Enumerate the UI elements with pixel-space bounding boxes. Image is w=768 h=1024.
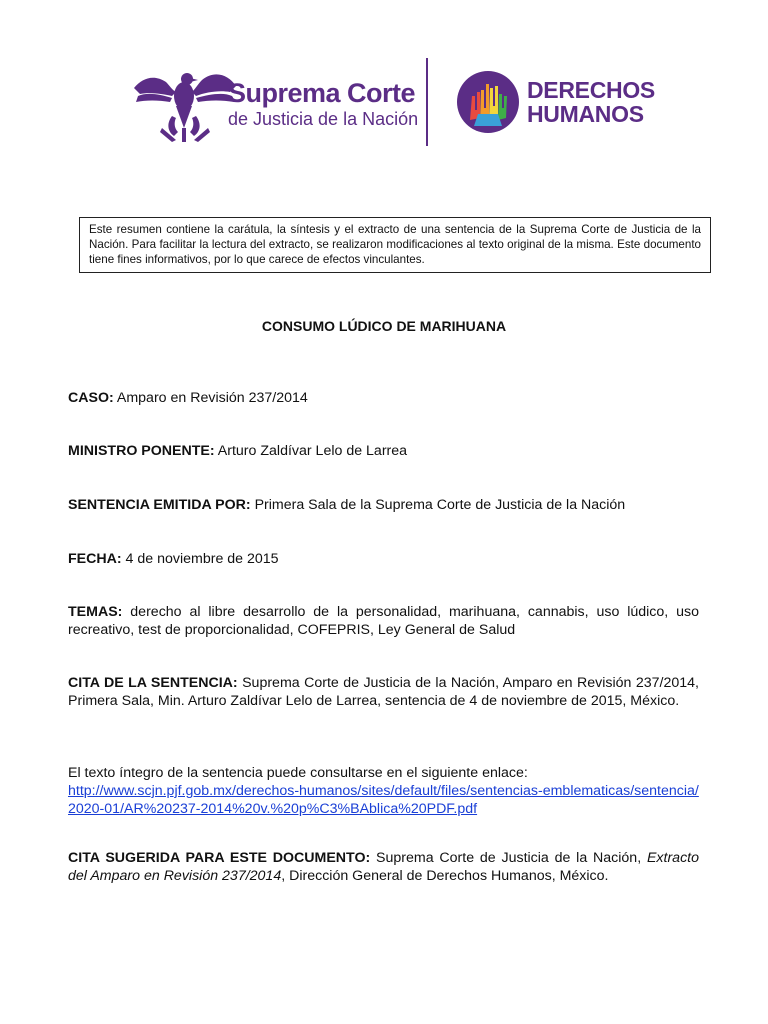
field-temas-value: derecho al libre desarrollo de la personalidad, marihuana, cannabis, uso lúdico, uso recreativo, test de proporcionalidad, COFEPRIS, Ley General de Salud [68, 604, 700, 638]
dh-title-line-1: DERECHOS [527, 77, 655, 103]
field-cita-sugerida [68, 849, 699, 885]
field-temas [68, 603, 699, 639]
field-caso [68, 389, 699, 407]
document-title: CONSUMO LÚDICO DE MARIHUANA [261, 318, 507, 334]
sentencia-pdf-link[interactable]: http://www.scjn.pjf.gob.mx/derechos-humanos/sites/default/files/sentencias-emblematicas/sentencia/2020-01/AR%20237-2014%20v.%20p%C3%BAblica%20PDF.pdf [68, 783, 699, 817]
header-divider [426, 58, 428, 146]
field-fecha [68, 550, 699, 568]
texto-integro-intro: El texto íntegro de la sentencia puede consultarse en el siguiente enlace: [68, 765, 528, 781]
field-sugerida-value-2: , Dirección General de Derechos Humanos, México. [281, 868, 609, 884]
field-cita-value: Suprema Corte de Justicia de la Nación, Amparo en Revisión 237/2014, Primera Sala, Min. Arturo Zaldívar Lelo de Larrea, sentencia de 4 de noviembre de 2015, México. [68, 675, 699, 709]
page-header [0, 52, 768, 152]
derechos-humanos-hands-logo [456, 70, 520, 134]
field-sugerida-label: CITA SUGERIDA PARA ESTE DOCUMENTO: [68, 850, 371, 866]
disclaimer-box [79, 217, 711, 273]
field-sugerida-value-italic: Extracto del Amparo en Revisión 237/2014 [68, 850, 699, 884]
field-fecha-label: FECHA: [68, 551, 122, 567]
scjn-eagle-logo [132, 66, 238, 146]
dh-title-line-2: HUMANOS [527, 101, 644, 127]
field-sugerida-value-1: Suprema Corte de Justicia de la Nación, [376, 850, 642, 866]
field-texto-integro [68, 764, 699, 818]
field-cita-sentencia [68, 674, 699, 710]
field-ministro-value: Arturo Zaldívar Lelo de Larrea [217, 443, 408, 459]
field-cita-label: CITA DE LA SENTENCIA: [68, 675, 238, 691]
field-fecha-value: 4 de noviembre de 2015 [125, 551, 279, 567]
field-temas-label: TEMAS: [68, 604, 123, 620]
field-ministro-ponente [68, 442, 699, 460]
field-caso-value: Amparo en Revisión 237/2014 [116, 390, 308, 406]
scjn-title: Suprema Corte [228, 78, 416, 108]
field-sentencia-value: Primera Sala de la Suprema Corte de Justicia de la Nación [254, 497, 626, 513]
field-ministro-label: MINISTRO PONENTE: [68, 443, 215, 459]
field-sentencia-emitida [68, 496, 699, 514]
field-sentencia-label: SENTENCIA EMITIDA POR: [68, 497, 251, 513]
disclaimer-text: Este resumen contiene la carátula, la síntesis y el extracto de una sentencia de la Suprema Corte de Justicia de la Nación. Para facilitar la lectura del extracto, se realizaron modificaciones al texto original de la misma. Este documento tiene fines informativos, por lo que carece de efectos vinculantes. [89, 223, 701, 266]
scjn-subtitle: de Justicia de la Nación [228, 109, 419, 129]
field-caso-label: CASO: [68, 390, 114, 406]
